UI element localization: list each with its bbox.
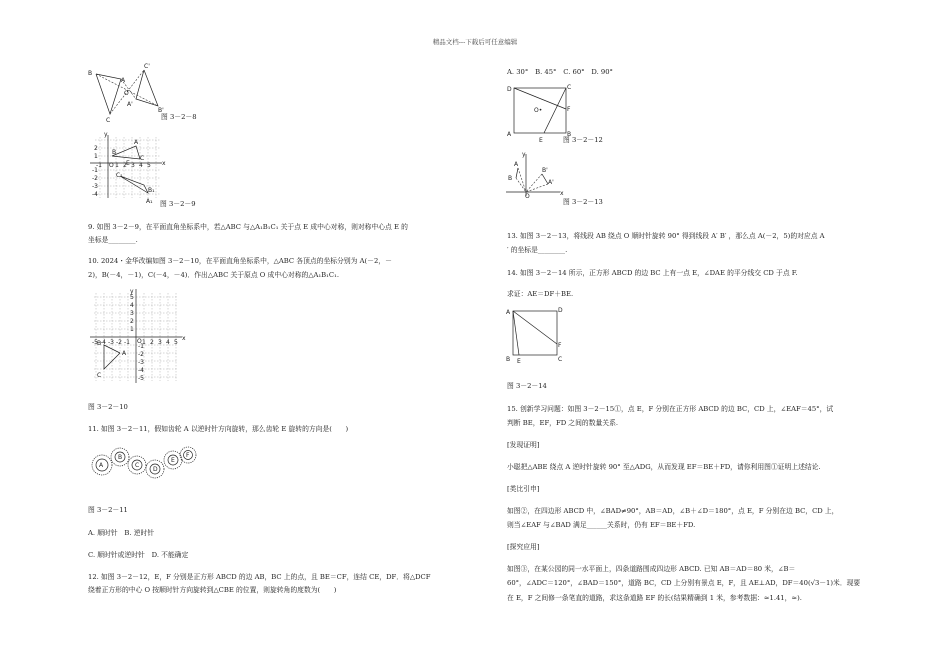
svg-text:C: C	[106, 117, 111, 124]
q11-options-ab: A. 顺时针 B. 逆时针	[88, 529, 155, 537]
svg-text:E: E	[539, 137, 543, 144]
section-discover: [发现证明]	[507, 441, 540, 449]
q14-line1: 14. 如图 3－2－14 所示，正方形 ABCD 的边 BC 上有一点 E，∠DAE 的平分线交 CD 于点 F.	[507, 269, 798, 277]
svg-text:B': B'	[542, 167, 548, 174]
svg-text:-4: -4	[92, 191, 98, 198]
svg-text:5: 5	[147, 162, 151, 169]
svg-text:2: 2	[150, 339, 154, 346]
svg-text:-1: -1	[92, 167, 98, 174]
svg-text:C: C	[558, 356, 563, 363]
section-discover-text: 小聪把△ABE 绕点 A 逆时针旋转 90° 至△ADG，从而发现 EF＝BE＋FD，请你利用图①证明上述结论.	[507, 463, 821, 471]
svg-text:D: D	[153, 466, 158, 473]
q12-line2: 绕着正方形的中心 O 按顺时针方向旋转到△CBE 的位置，则旋转角的度数为( )	[88, 586, 337, 594]
svg-text:1: 1	[142, 339, 146, 346]
q9-line1: 9. 如图 3－2－9，在平面直角坐标系中，若△ABC 与△A₁B₁C₁ 关于点 E 成中心对称，则对称中心点 E 的	[88, 223, 408, 231]
svg-text:y: y	[522, 151, 526, 158]
svg-text:4: 4	[139, 162, 143, 169]
svg-text:3: 3	[130, 310, 134, 317]
svg-text:-4: -4	[100, 339, 106, 346]
svg-text:3: 3	[158, 339, 162, 346]
svg-text:A: A	[99, 462, 104, 469]
svg-text:A: A	[507, 131, 512, 138]
svg-text:C: C	[140, 155, 145, 162]
svg-text:x: x	[162, 160, 166, 167]
svg-text:F: F	[186, 452, 190, 459]
fig8-caption: 图 3－2－8	[161, 113, 197, 121]
svg-text:y: y	[104, 131, 108, 138]
svg-text:D: D	[507, 86, 512, 93]
fig10-caption: 图 3－2－10	[88, 403, 128, 411]
q13-line2: ′ 的坐标是________.	[507, 246, 568, 254]
section-analogy-line2: 则当∠EAF 与∠BAD 满足______关系时，仍有 EF＝BE＋FD.	[507, 521, 696, 529]
q12-line1: 12. 如图 3－2－12，E，F 分别是正方形 ABCD 的边 AB，BC 上的点，且 BE＝CF，连结 CE，DF．将△DCF	[88, 573, 431, 581]
section-apply-line2: 60°，∠ADC＝120°，∠BAD＝150°，道路 BC，CD 上分别有景点 E，F，且 AE⊥AD，DF＝40(√3－1)米．现要	[507, 579, 861, 587]
svg-text:A: A	[134, 139, 139, 146]
svg-text:B': B'	[158, 107, 164, 114]
svg-text:C: C	[135, 462, 140, 469]
section-apply: [探究应用]	[507, 543, 540, 551]
svg-text:5: 5	[174, 339, 178, 346]
svg-text:2: 2	[94, 145, 98, 152]
svg-text:3: 3	[131, 162, 135, 169]
svg-text:F: F	[558, 342, 562, 349]
fig11-caption: 图 3－2－11	[88, 506, 128, 514]
svg-text:5: 5	[130, 294, 134, 301]
svg-text:E: E	[126, 160, 130, 167]
section-apply-line3: 在 E，F 之间修一条笔直的道路，求这条道路 EF 的长(结果精确到 1 米，参考数据：≈1.41，≈).	[507, 594, 802, 602]
svg-text:4: 4	[166, 339, 170, 346]
svg-text:A: A	[506, 309, 511, 316]
svg-text:B₁: B₁	[148, 187, 155, 194]
svg-text:B: B	[112, 149, 117, 156]
svg-text:A: A	[121, 77, 126, 84]
svg-text:A: A	[514, 161, 519, 168]
svg-text:B: B	[506, 356, 511, 363]
figure-3-2-10	[90, 287, 185, 385]
svg-text:1: 1	[94, 153, 98, 160]
figure-3-2-8	[88, 62, 168, 124]
fig14-caption: 图 3－2－14	[507, 382, 547, 390]
svg-text:C': C'	[144, 63, 150, 70]
svg-text:-3: -3	[92, 183, 98, 190]
svg-text:F: F	[567, 106, 571, 113]
svg-text:1: 1	[130, 326, 134, 333]
fig13-caption: 图 3－2－13	[563, 198, 603, 206]
svg-text:A: A	[122, 350, 127, 357]
q10-line1: 10. 2024・金华改编如图 3－2－10，在平面直角坐标系中，△ABC 各顶点的坐标分别为 A(－2，－	[88, 257, 392, 265]
svg-text:B: B	[88, 70, 93, 77]
q14-line2: 求证：AE＝DF＋BE.	[507, 290, 574, 298]
q10-line2: 2)，B(－4，－1)，C(－4，－4)．作出△ABC 关于原点 O 成中心对称的△A₁B₁C₁.	[88, 271, 339, 279]
svg-text:-5: -5	[92, 339, 98, 346]
svg-text:E: E	[171, 457, 175, 464]
section-analogy: [类比引申]	[507, 485, 540, 493]
q11-text: 11. 如图 3－2－11，假如齿轮 A 以逆时针方向旋转，那么齿轮 E 旋转的方向是( )	[88, 425, 349, 433]
q9-line2: 坐标是________.	[88, 236, 138, 244]
q12-options: A. 30° B. 45° C. 60° D. 90°	[507, 68, 613, 76]
svg-text:x: x	[182, 335, 186, 342]
svg-text:-5: -5	[138, 375, 144, 382]
svg-text:-2: -2	[92, 175, 98, 182]
svg-text:D: D	[558, 307, 563, 314]
svg-text:-2: -2	[138, 351, 144, 358]
svg-text:A': A'	[127, 101, 133, 108]
svg-text:2: 2	[123, 162, 127, 169]
svg-text:-4: -4	[138, 367, 144, 374]
svg-text:-2: -2	[116, 339, 122, 346]
svg-text:1: 1	[115, 162, 119, 169]
q15-line1: 15. 创新学习问题：如图 3－2－15①，点 E，F 分别在正方形 ABCD 的边 BC，CD 上，∠EAF＝45°，试	[507, 405, 834, 413]
svg-text:E: E	[517, 358, 521, 365]
svg-text:4: 4	[130, 302, 134, 309]
q15-line2: 判断 BE，EF，FD 之间的数量关系.	[507, 419, 619, 427]
svg-text:O: O	[525, 193, 530, 200]
svg-text:O: O	[109, 162, 114, 169]
svg-text:-3: -3	[138, 359, 144, 366]
svg-text:O•: O•	[534, 107, 543, 114]
svg-text:A₁: A₁	[146, 198, 153, 205]
svg-text:B: B	[508, 175, 513, 182]
svg-text:C: C	[97, 372, 102, 379]
figure-3-2-9	[90, 132, 165, 204]
svg-text:-3: -3	[108, 339, 114, 346]
figure-3-2-13	[506, 152, 566, 198]
svg-text:B: B	[97, 340, 102, 347]
svg-text:B: B	[118, 454, 123, 461]
page-header: 精品文档---下载后可任意编辑	[432, 38, 518, 46]
svg-text:-1: -1	[124, 339, 130, 346]
section-apply-line1: 如图③，在某公园的同一水平面上，四条道路围成四边形 ABCD. 已知 AB＝AD＝80 米，∠B＝	[507, 565, 796, 573]
svg-text:C: C	[567, 84, 572, 91]
svg-text:C₁: C₁	[116, 172, 123, 179]
figure-3-2-11-gears	[90, 445, 200, 480]
q13-line1: 13. 如图 3－2－13，将线段 AB 绕点 O 顺时针旋转 90° 得到线段 A′ B′ ，那么点 A(－2，5)的对应点 A	[507, 232, 825, 240]
section-analogy-line1: 如图②，在四边形 ABCD 中，∠BAD≠90°，AB＝AD，∠B＋∠D＝180°，点 E，F 分别在边 BC，CD 上，	[507, 507, 839, 515]
fig12-caption: 图 3－2－12	[563, 136, 603, 144]
svg-text:B: B	[567, 131, 572, 138]
figure-3-2-14	[505, 303, 567, 365]
svg-text:-1: -1	[138, 343, 144, 350]
svg-text:A': A'	[548, 179, 554, 186]
q11-options-cd: C. 顺时针或逆时针 D. 不能确定	[88, 551, 189, 559]
svg-text:y: y	[130, 288, 134, 295]
svg-text:-1: -1	[96, 162, 102, 169]
svg-text:2: 2	[130, 318, 134, 325]
svg-text:x: x	[560, 190, 564, 197]
fig9-caption: 图 3－2－9	[160, 200, 196, 208]
svg-text:O: O	[137, 338, 142, 345]
svg-text:O: O	[124, 90, 129, 97]
